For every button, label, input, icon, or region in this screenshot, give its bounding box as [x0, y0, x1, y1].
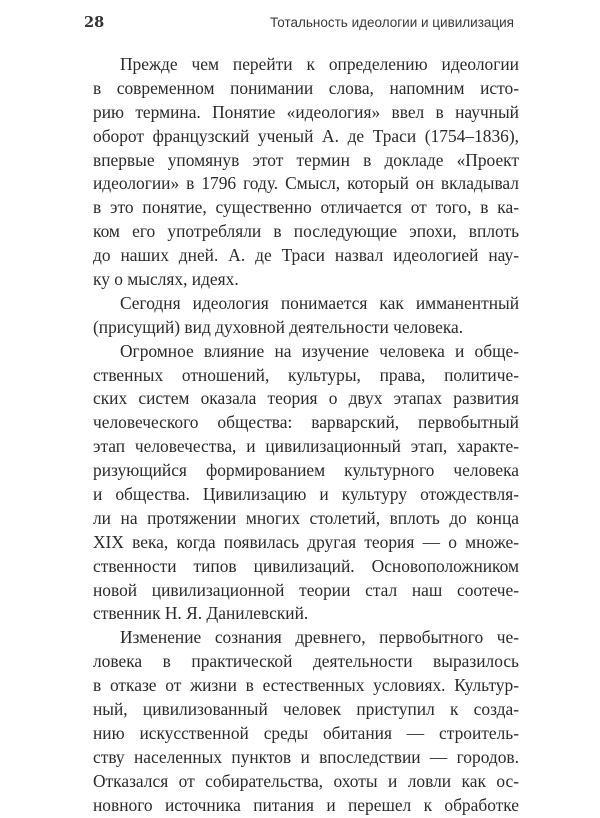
text-line: впервые упомянув этот термин в докладе «Проект — [93, 149, 519, 170]
text-line: новного источника питания и перешел к обработке — [93, 794, 519, 815]
text-line: ственник Н. Я. Данилевский. — [93, 603, 309, 624]
running-head — [84, 13, 514, 35]
text-line: ный, цивилизованный человек приступил к созда- — [93, 699, 519, 720]
text-line: новой цивилизационной теории стал наш соотече- — [93, 579, 519, 600]
text-line: ственных отношений, культуры, права, политиче- — [93, 364, 519, 385]
text-line: (присущий) вид духовной деятельности человека. — [93, 316, 464, 337]
text-line: рию термина. Понятие «идеология» ввел в научный — [93, 101, 519, 122]
text-line: XIX века, когда появилась другая теория — о множе- — [93, 531, 519, 552]
text-line: этап человечества, и цивилизационный этап, характе- — [93, 436, 519, 457]
text-line: в отказе от жизни в естественных условиях. Культур- — [93, 675, 519, 696]
text-line: оборот французский ученый А. де Траси (1754–1836), — [93, 125, 519, 146]
running-title: Тотальность идеологии и цивилизация — [270, 15, 514, 30]
text-line: нию искусственной среды обитания — строитель- — [93, 722, 519, 743]
text-line: ству населенных пунктов и впоследствии — городов. — [93, 746, 519, 767]
text-line: ли на протяжении многих столетий, вплоть до конца — [93, 507, 519, 528]
body-text — [93, 53, 519, 818]
paragraph — [93, 53, 519, 292]
text-line: Огромное влияние на изучение человека и обще- — [120, 340, 519, 361]
text-line: ризующийся формированием культурного человека — [93, 460, 519, 481]
text-line: Сегодня идеология понимается как имманентный — [120, 292, 519, 313]
text-line: ственности типов цивилизаций. Основоположником — [93, 555, 519, 576]
text-line: в это понятие, существенно отличается от того, в ка- — [93, 197, 519, 218]
text-line: в современном понимании слова, напомним исто- — [93, 77, 519, 98]
text-line: ку о мыслях, идеях. — [93, 269, 239, 290]
text-line: Отказался от собирательства, охоты и ловли как ос- — [93, 770, 519, 791]
text-line: ских систем оказала теория о двух этапах развития — [93, 388, 519, 409]
text-line: ловека в практической деятельности выразилось — [93, 651, 519, 672]
text-line: идеологии» в 1796 году. Смысл, который он вкладывал — [93, 173, 519, 194]
paragraph — [93, 292, 519, 340]
text-line: Прежде чем перейти к определению идеологии — [120, 54, 519, 74]
paragraph — [93, 340, 519, 627]
text-line: и общества. Цивилизацию и культуру отождествля- — [93, 484, 519, 505]
text-line: Изменение сознания древнего, первобытного че- — [120, 627, 519, 648]
text-line: человеческого общества: варварский, первобытный — [93, 412, 519, 433]
page-number: 28 — [84, 14, 105, 31]
text-line: до наших дней. А. де Траси назвал идеологией нау- — [93, 245, 519, 266]
text-line: ком его употребляли в последующие эпохи, вплоть — [93, 221, 519, 242]
paragraph — [93, 626, 519, 817]
